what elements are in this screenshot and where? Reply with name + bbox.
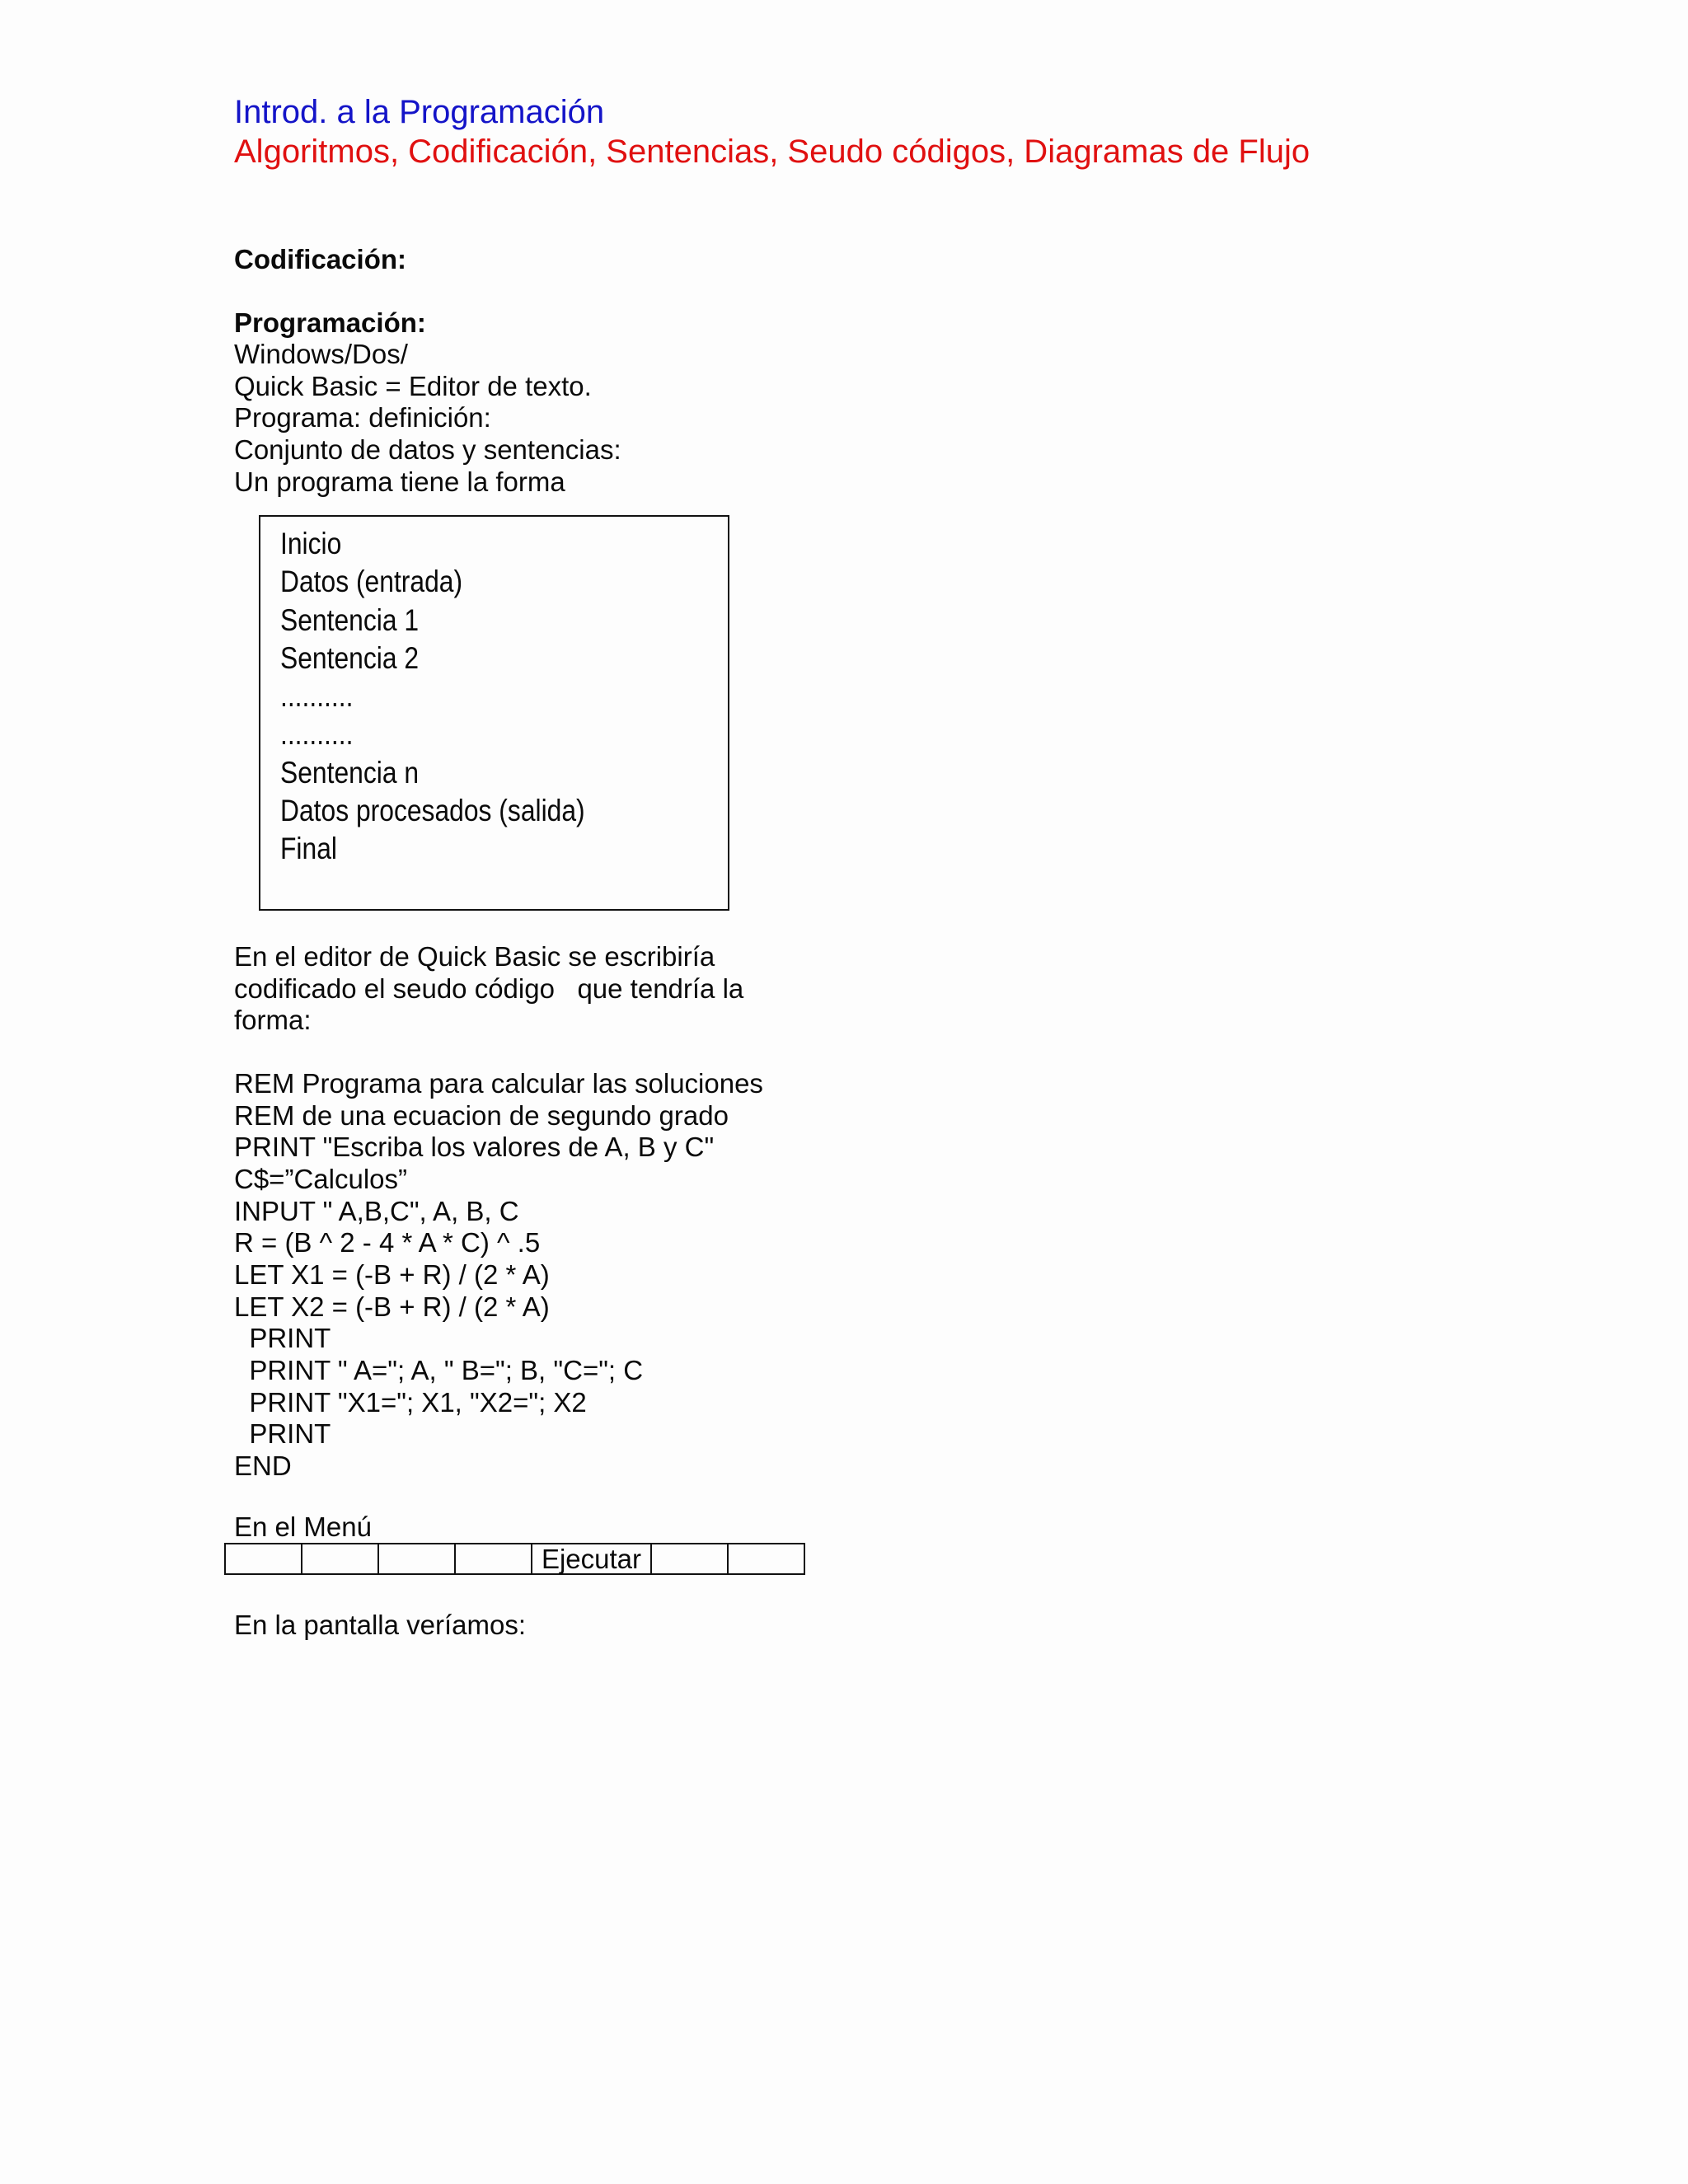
code-line: PRINT "Escriba los valores de A, B y C": [234, 1132, 715, 1162]
program-structure-line: ..........: [280, 717, 354, 752]
code-line: PRINT: [234, 1418, 331, 1449]
menu-item[interactable]: [378, 1544, 455, 1574]
program-structure-line: Sentencia n: [280, 755, 420, 790]
programacion-heading: Programación:: [234, 307, 426, 338]
code-line: C$=”Calculos”: [234, 1164, 407, 1194]
menu-item[interactable]: [651, 1544, 728, 1574]
document-subtitle: Algoritmos, Codificación, Sentencias, Seudo códigos, Diagramas de Flujo: [234, 134, 1311, 170]
program-structure-line: Sentencia 1: [280, 602, 420, 637]
programacion-line: Quick Basic = Editor de texto.: [234, 371, 592, 401]
program-structure-line: Final: [280, 832, 337, 866]
code-line: PRINT " A="; A, " B="; B, "C="; C: [234, 1355, 644, 1385]
program-structure-line: Inicio: [280, 527, 342, 560]
programacion-line: Un programa tiene la forma: [234, 466, 565, 497]
code-line: REM Programa para calcular las soluciones: [234, 1068, 763, 1099]
codificacion-heading: Codificación:: [234, 244, 407, 274]
program-structure-line: Sentencia 2: [280, 640, 420, 675]
program-structure-list: [280, 525, 585, 869]
code-line: LET X2 = (-B + R) / (2 * A): [234, 1291, 550, 1322]
menu-label: En el Menú: [234, 1511, 372, 1542]
code-line: R = (B ^ 2 - 4 * A * C) ^ .5: [234, 1227, 541, 1258]
closing-text: En la pantalla veríamos:: [234, 1610, 527, 1640]
menu-bar: [224, 1543, 805, 1575]
code-line: PRINT: [234, 1323, 331, 1353]
menu-item[interactable]: [302, 1544, 378, 1574]
code-line: END: [234, 1451, 292, 1481]
code-line: PRINT "X1="; X1, "X2="; X2: [234, 1387, 587, 1418]
code-line: REM de una ecuacion de segundo grado: [234, 1100, 729, 1131]
program-structure-line: Datos (entrada): [280, 565, 463, 599]
programacion-line: Programa: definición:: [234, 402, 491, 433]
program-structure-line: Datos procesados (salida): [280, 794, 585, 828]
menu-item-ejecutar[interactable]: Ejecutar: [532, 1544, 651, 1574]
editor-intro-line: codificado el seudo código que tendría la: [234, 973, 744, 1004]
code-line: LET X1 = (-B + R) / (2 * A): [234, 1259, 550, 1290]
code-line: INPUT " A,B,C", A, B, C: [234, 1196, 519, 1226]
program-structure-box: [259, 515, 729, 911]
editor-intro-line: forma:: [234, 1005, 312, 1035]
document-title: Introd. a la Programación: [234, 94, 605, 130]
programacion-line: Windows/Dos/: [234, 339, 408, 369]
menu-item[interactable]: [728, 1544, 804, 1574]
editor-intro-line: En el editor de Quick Basic se escribiría: [234, 941, 715, 972]
programacion-line: Conjunto de datos y sentencias:: [234, 434, 621, 465]
program-structure-line: ..........: [280, 679, 354, 714]
menu-item[interactable]: [455, 1544, 532, 1574]
menu-item[interactable]: [225, 1544, 302, 1574]
